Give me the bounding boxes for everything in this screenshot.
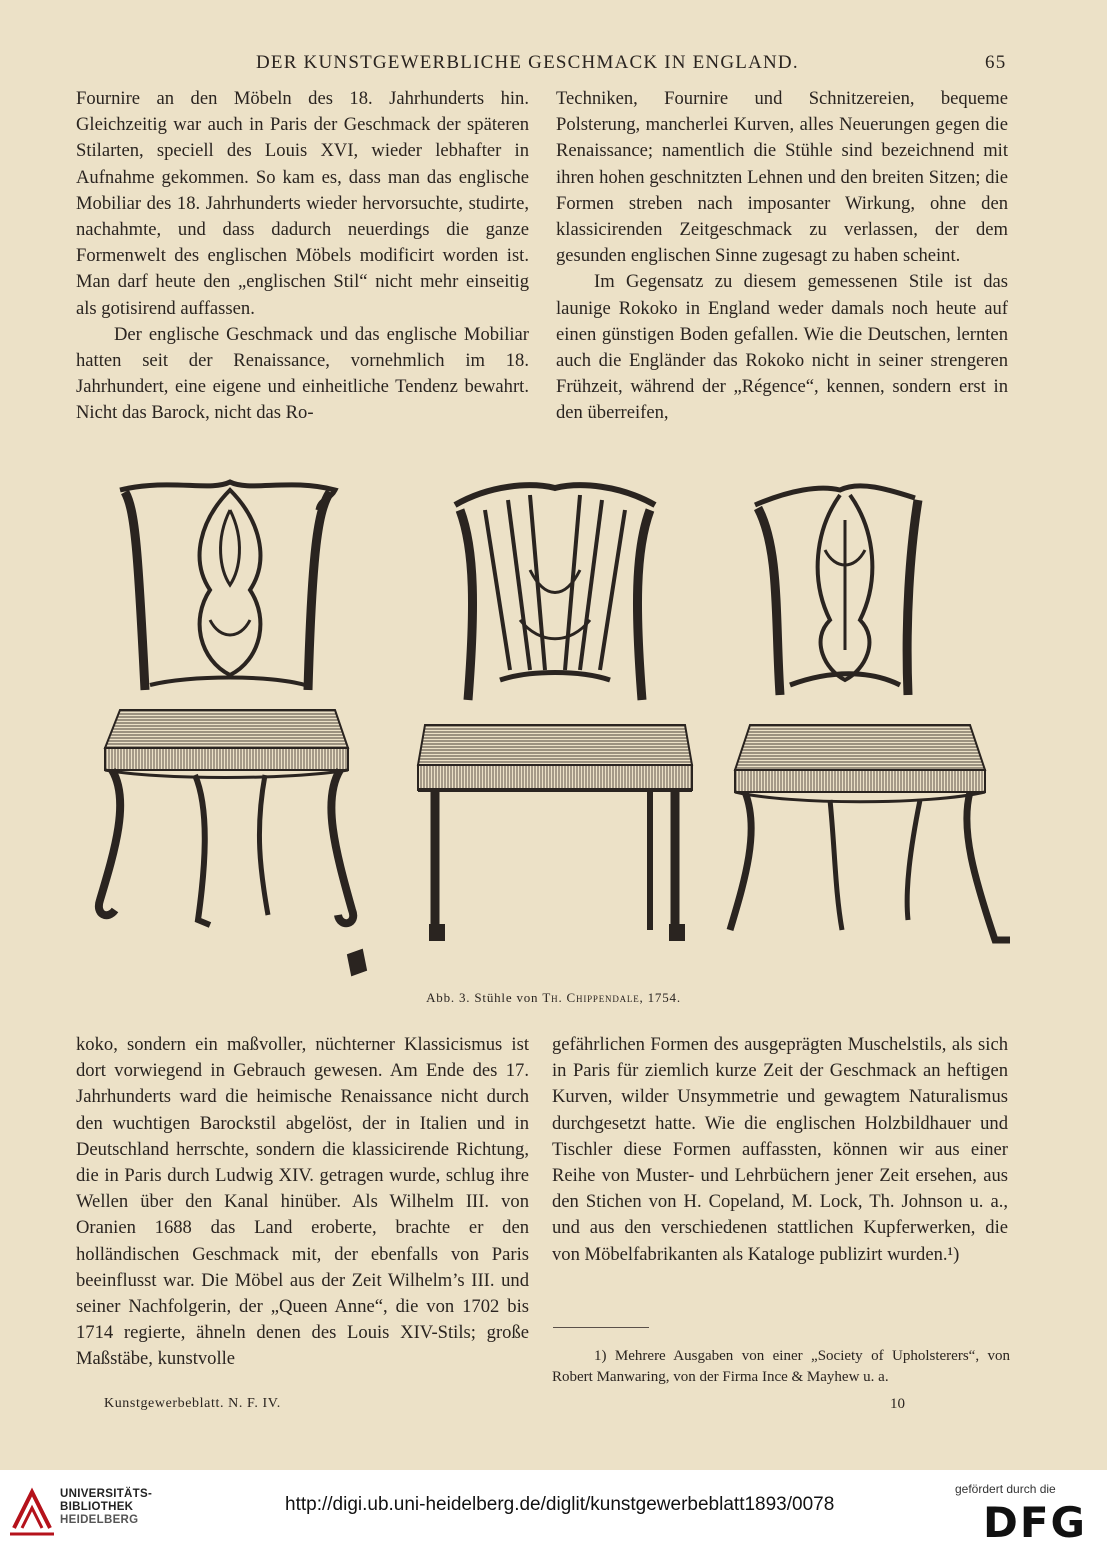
paragraph: Fournire an den Möbeln des 18. Jahrhunderts hin. Gleichzeitig war auch in Paris der Geschmack der späteren Stilarten, speciell des Louis XVI, wieder lebhafter in Aufnahme gekommen. So kam es, dass man das englische Mobiliar des 18. Jahrhunderts wieder hervorsuchte, studirte, nachahmte, und dass dadurch neuerdings die ganze Formenwelt des englischen Möbels modificirt worden ist. Man darf heute den „englischen Stil“ nicht mehr einseitig als gotisirend auffassen. [76, 88, 529, 319]
chair-middle [418, 485, 692, 940]
text-column-left-bottom [76, 1032, 529, 1373]
chippendale-chairs-illustration [90, 470, 1020, 990]
digitization-footer [0, 1470, 1107, 1554]
text-column-right-bottom [552, 1032, 1008, 1268]
figure-caption [0, 990, 1107, 1006]
footnote-text: 1) Mehrere Ausgaben von einer „Society of Upholsterers“, von Robert Manwaring, von der Firma Ince & Mayhew u. a. [552, 1348, 1010, 1385]
running-title: DER KUNSTGEWERBLICHE GESCHMACK IN ENGLAND. [256, 52, 799, 73]
university-logo-icon [10, 1478, 54, 1542]
institution-line: UNIVERSITÄTS- [60, 1488, 153, 1500]
chair-right [730, 486, 1010, 940]
funded-by-label: gefördert durch die [955, 1482, 1056, 1496]
institution-line: HEIDELBERG [60, 1514, 139, 1526]
paragraph: Der englische Geschmack und das englische Mobiliar hatten seit der Renaissance, vornehmlich im 18. Jahrhundert, eine eigene und einheitliche Tendenz bewahrt. Nicht das Barock, nicht das Ro- [76, 323, 529, 424]
chair-left [99, 482, 366, 975]
caption-author: Th. Chippendale [542, 990, 640, 1005]
paragraph: koko, sondern ein maßvoller, nüchterner Klassicismus ist dort vorwiegend in Gebrauch gewesen. Am Ende des 17. Jahrhunderts ward die heimische Renaissance nicht durch den wuchtigen Barockstil abgelöst, der in Italien und in Deutschland herrschte, sondern die klassicirende Richtung, die in Paris durch Ludwig XIV. getragen wurde, schlug ihre Wellen über den Kanal hinüber. Als Wilhelm III. von Oranien 1688 das Land eroberte, brachte er den holländischen Geschmack mit, der ebenfalls von Paris beeinflusst war. Die Möbel aus der Zeit Wilhelm’s III. und seiner Nachfolgerin, der „Queen Anne“, die von 1702 bis 1714 regierte, ähneln denen des Louis XIV-Stils; große Maßstäbe, kunstvolle [76, 1034, 529, 1370]
page-number: 65 [985, 52, 1007, 73]
text-column-right-top [556, 86, 1008, 427]
institution-name [60, 1488, 152, 1527]
journal-signature: Kunstgewerbeblatt. N. F. IV. [104, 1396, 281, 1411]
paragraph: gefährlichen Formen des ausgeprägten Muschelstils, als sich in Paris für ziemlich kurze Zeit der Geschmack an heftigen Kurven, wilder Unsymmetrie und gewagtem Naturalismus durchgesetzt hatte. Wie die englischen Holzbildhauer und Tischler diese Formen auffassten, können wir aus einer Reihe von Muster- und Lehrbüchern jener Zeit ersehen, aus den Stichen von H. Copeland, M. Lock, Th. Johnson u. a., und aus den verschiedenen stattlichen Kupferwerken, die von Möbelfabrikanten als Kataloge publizirt wurden.¹) [552, 1034, 1008, 1265]
institution-line: BIBLIOTHEK [60, 1501, 134, 1513]
caption-prefix: Abb. 3. Stühle von [426, 990, 543, 1005]
permalink-url[interactable]: http://digi.ub.uni-heidelberg.de/diglit/kunstgewerbeblatt1893/0078 [285, 1494, 835, 1515]
paragraph: Techniken, Fournire und Schnitzereien, bequeme Polsterung, mancherlei Kurven, alles Neuerungen gegen die Renaissance; namentlich die Stühle sind bezeichnend mit ihren hohen geschnitzten Lehnen und den breiten Sitzen; die Formen streben nach imposanter Wirkung, ohne den klassicirenden Zeitgeschmack zu verlassen, der dem gesunden englischen Sinne zugesagt zu haben scheint. [556, 88, 1008, 267]
paragraph: Im Gegensatz zu diesem gemessenen Stile ist das launige Rokoko in England weder damals noch heute auf einen günstigen Boden gefallen. Wie die Deutschen, lernten auch die Engländer das Rokoko nicht in seiner strengeren Frühzeit, während der „Régence“, kennen, sondern erst in den überreifen, [556, 271, 1008, 424]
chairs-figure [90, 470, 1020, 990]
text-column-left-top [76, 86, 529, 427]
footnote [552, 1346, 1010, 1388]
dfg-logo: DFG [983, 1498, 1088, 1547]
sheet-number: 10 [890, 1396, 905, 1412]
footnote-rule [553, 1327, 649, 1328]
caption-suffix: , 1754. [639, 990, 681, 1005]
